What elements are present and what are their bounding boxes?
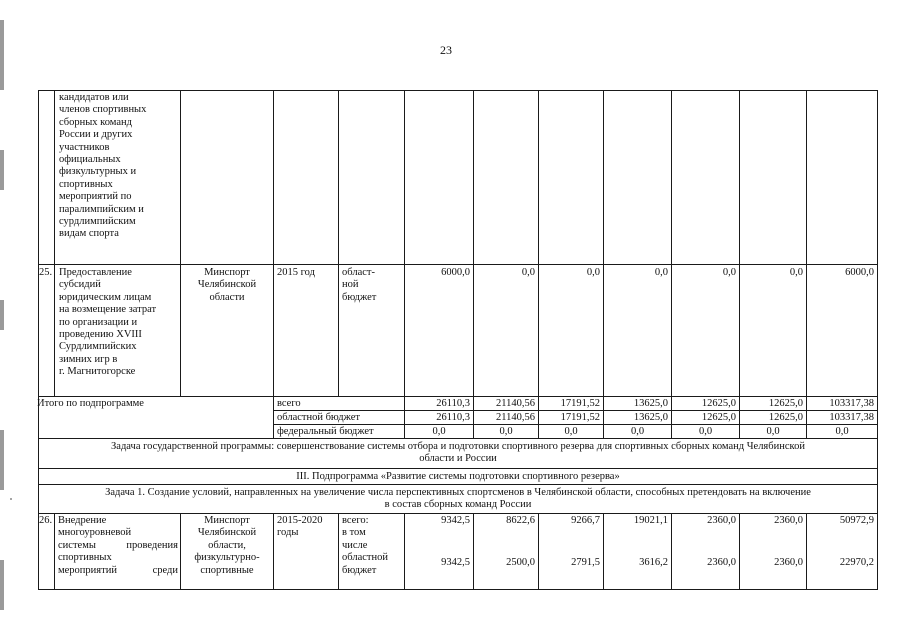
word: спортивных (58, 552, 112, 564)
value-cell: 12625,0 (768, 412, 803, 423)
page-number: 23 (440, 43, 452, 57)
text-line (55, 565, 180, 577)
continued-name-cell (56, 92, 180, 241)
text-line (55, 515, 180, 527)
word: проведения (126, 539, 178, 551)
totals-row-name: областной бюджет (277, 412, 360, 423)
text-line: в том (342, 527, 366, 539)
subprogram-title: III. Подпрограмма «Развитие системы подготовки спортивного резерва» (296, 471, 620, 482)
executor-cell (181, 267, 273, 304)
funding-source-cell (339, 515, 404, 577)
value-cell: 0,0 (432, 426, 446, 437)
value-cell: 0,0 (630, 426, 645, 437)
row-number: 26. (39, 515, 53, 526)
text-line: 2015-2020 (277, 515, 323, 526)
text-line: сурдлимпийским (59, 216, 136, 228)
value-cell: 2360,0 (707, 557, 736, 568)
value-cell: 22970,2 (839, 557, 874, 568)
text-line: Челябинской (197, 279, 257, 291)
text-line: Предоставление (59, 267, 132, 278)
text-line: области, (208, 539, 246, 551)
word: Внедрение (58, 515, 107, 526)
value-cell: 2500,0 (506, 557, 535, 568)
text-line: юридическим лицам (59, 291, 152, 303)
value-cell: 0,0 (835, 426, 849, 437)
text-line: области и России (419, 453, 497, 465)
value-cell: 2360,0 (774, 515, 803, 526)
value-cell: 0,0 (766, 426, 780, 437)
row-name-cell (56, 267, 180, 379)
value-cell: 12625,0 (701, 398, 736, 409)
text-line: членов спортивных (59, 104, 147, 116)
value-cell: 9342,5 (441, 557, 470, 568)
text-line: участников (59, 141, 110, 153)
text-line: Минспорт (204, 515, 250, 526)
text-line: ной (342, 279, 359, 291)
word: системы (58, 539, 96, 551)
value-cell: 17191,52 (560, 412, 600, 423)
task-1 (39, 487, 877, 512)
text-line: Задача 1. Создание условий, направленных на увеличение числа перспективных спортсменов в Челябинской области, способных претендовать на включение (105, 487, 811, 498)
value-cell: 0,0 (654, 267, 668, 278)
text-line: сборных команд (59, 116, 132, 128)
value-cell: 21140,56 (496, 412, 535, 423)
value-cell: 103317,38 (829, 398, 874, 409)
text-line: на возмещение затрат (59, 304, 157, 316)
text-line: официальных (59, 154, 121, 166)
value-cell: 6000,0 (441, 267, 470, 278)
text-line (55, 540, 180, 552)
text-line: паралимпийским и (59, 203, 144, 215)
text-line (55, 527, 180, 539)
text-line: всего: (342, 515, 369, 526)
state-program-task (39, 441, 877, 466)
text-line: России и других (59, 129, 133, 141)
value-cell: 2360,0 (707, 515, 736, 526)
text-line: физкультурных и (59, 166, 137, 178)
text-line: областной (342, 552, 388, 564)
text-line: г. Магнитогорске (59, 366, 136, 378)
text-line: Задача государственной программы: совершенствование системы отбора и подготовки спортивного резерва для спортивных сборных команд Челябинской (111, 441, 805, 452)
executor-cell (181, 515, 273, 577)
value-cell: 26110,3 (436, 412, 470, 423)
text-line: бюджет (342, 564, 377, 576)
value-cell: 17191,52 (560, 398, 600, 409)
period-cell (274, 515, 338, 540)
value-cell: 12625,0 (701, 412, 736, 423)
text-line: област- (342, 267, 375, 278)
text-line: зимних игр в (59, 353, 118, 365)
value-cell: 103317,38 (829, 412, 874, 423)
value-cell: 6000,0 (845, 267, 874, 278)
text-line: спортивные (200, 564, 254, 576)
period-cell: 2015 год (277, 267, 315, 278)
value-cell: 8622,6 (506, 515, 535, 526)
word: среди (152, 564, 178, 576)
value-cell: 19021,1 (633, 515, 668, 526)
text-line: области (209, 291, 245, 303)
text-line: в состав сборных команд России (384, 499, 532, 511)
text-line: Минспорт (204, 267, 250, 278)
value-cell: 50972,9 (839, 515, 874, 526)
value-cell: 2791,5 (571, 557, 600, 568)
funding-source-cell (339, 267, 404, 304)
totals-row-name: всего (277, 398, 301, 409)
text-line: субсидий (59, 279, 101, 291)
text-line: бюджет (342, 291, 377, 303)
row-number: 25. (39, 267, 53, 278)
text-line: Сурдлимпийских (59, 341, 137, 353)
text-line: физкультурно- (194, 552, 260, 564)
text-line: проведению XVIII (59, 329, 142, 341)
value-cell: 9342,5 (441, 515, 470, 526)
value-cell: 9266,7 (571, 515, 600, 526)
word: многоуровневой (58, 527, 132, 539)
value-cell: 0,0 (564, 426, 578, 437)
value-cell: 0,0 (499, 426, 513, 437)
value-cell: 2360,0 (774, 557, 803, 568)
value-cell: 21140,56 (496, 398, 535, 409)
value-cell: 26110,3 (436, 398, 470, 409)
value-cell: 13625,0 (633, 398, 668, 409)
text-line: кандидатов или (59, 92, 129, 103)
value-cell: 0,0 (586, 267, 600, 278)
text-line: годы (277, 527, 299, 539)
text-line: по организации и (59, 316, 138, 328)
value-cell: 0,0 (521, 267, 535, 278)
row-name-cell (55, 515, 180, 577)
text-line: видам спорта (59, 228, 119, 240)
totals-row-name: федеральный бюджет (277, 426, 374, 437)
value-cell: 13625,0 (633, 412, 668, 423)
value-cell: 12625,0 (768, 398, 803, 409)
value-cell: 0,0 (722, 267, 736, 278)
value-cell: 0,0 (789, 267, 803, 278)
text-line: числе (342, 539, 368, 551)
text-line: Челябинской (197, 527, 257, 539)
value-cell: 3616,2 (639, 557, 668, 568)
word: мероприятий (58, 564, 117, 576)
text-line: мероприятий по (59, 191, 132, 203)
totals-label: Итого по подпрограмме (37, 398, 144, 409)
text-line (55, 552, 180, 564)
text-line: спортивных (59, 178, 113, 190)
value-cell: 0,0 (698, 426, 713, 437)
